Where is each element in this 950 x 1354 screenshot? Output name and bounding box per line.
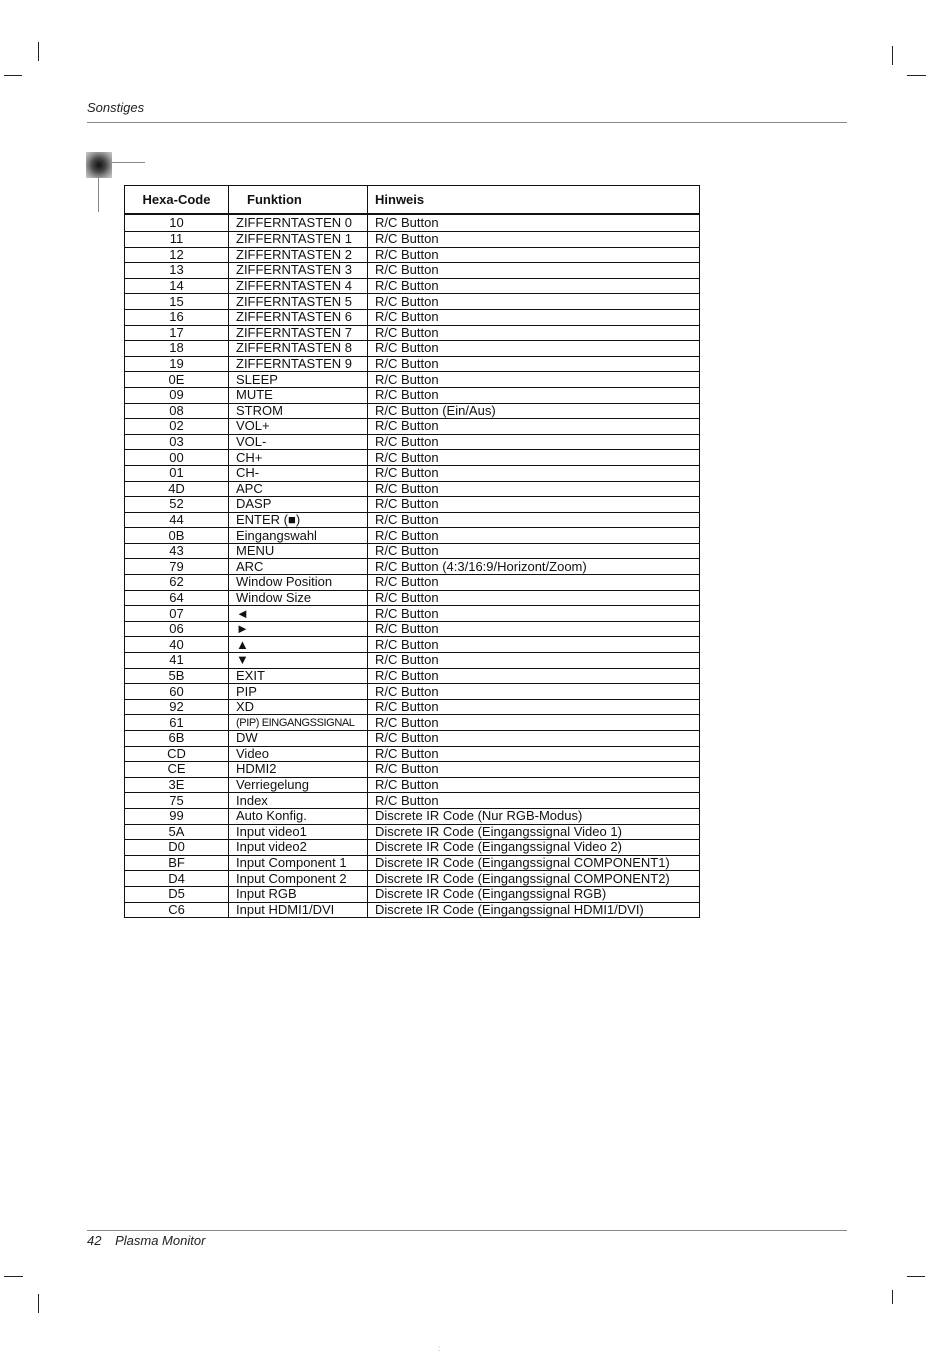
marker-line-horizontal (112, 162, 145, 163)
function-cell: HDMI2 (229, 762, 368, 778)
table-row (125, 840, 700, 856)
function-cell: EXIT (229, 668, 368, 684)
table-row (125, 590, 700, 606)
note-cell: R/C Button (368, 528, 700, 544)
code-cell: 17 (125, 325, 229, 341)
code-cell: 03 (125, 434, 229, 450)
ir-code-table (124, 185, 700, 918)
function-cell: DASP (229, 497, 368, 513)
footer-divider (87, 1230, 847, 1231)
code-cell: 18 (125, 341, 229, 357)
note-cell: R/C Button (368, 606, 700, 622)
header-divider (87, 122, 847, 123)
crop-mark-bottom-right-h (907, 1276, 925, 1277)
table-row (125, 528, 700, 544)
table-row (125, 434, 700, 450)
code-cell: 06 (125, 621, 229, 637)
page-number: 42 (87, 1233, 102, 1248)
note-cell: R/C Button (368, 590, 700, 606)
function-cell: APC (229, 481, 368, 497)
table-row (125, 403, 700, 419)
function-cell: Eingangswahl (229, 528, 368, 544)
code-cell: 60 (125, 684, 229, 700)
table-row (125, 606, 700, 622)
function-cell: CH+ (229, 450, 368, 466)
note-cell: R/C Button (368, 232, 700, 248)
table-row (125, 543, 700, 559)
code-cell: D0 (125, 840, 229, 856)
function-cell: ► (229, 621, 368, 637)
section-title: Sonstiges (87, 100, 145, 115)
note-cell: R/C Button (368, 341, 700, 357)
code-cell: 99 (125, 808, 229, 824)
table-row (125, 824, 700, 840)
note-cell: R/C Button (368, 309, 700, 325)
note-cell: R/C Button (368, 247, 700, 263)
table-row (125, 855, 700, 871)
code-cell: 14 (125, 278, 229, 294)
code-cell: 3E (125, 777, 229, 793)
table-row (125, 793, 700, 809)
table-row (125, 309, 700, 325)
table-header-row (125, 186, 700, 215)
code-cell: 16 (125, 309, 229, 325)
function-cell: Index (229, 793, 368, 809)
code-cell: CE (125, 762, 229, 778)
note-cell: R/C Button (368, 731, 700, 747)
crop-mark-top-right-h (907, 75, 926, 76)
table-row (125, 575, 700, 591)
print-mark: : (438, 1344, 441, 1353)
function-cell: Video (229, 746, 368, 762)
function-cell: ZIFFERNTASTEN 8 (229, 341, 368, 357)
code-cell: 44 (125, 512, 229, 528)
table-row (125, 668, 700, 684)
note-cell: R/C Button (368, 450, 700, 466)
note-cell: R/C Button (368, 387, 700, 403)
note-cell: R/C Button (368, 278, 700, 294)
note-cell: Discrete IR Code (Eingangssignal COMPONENT1) (368, 855, 700, 871)
code-cell: 13 (125, 263, 229, 279)
function-cell: Input RGB (229, 886, 368, 902)
crop-mark-bottom-right-v (892, 1290, 893, 1304)
function-cell: ▼ (229, 653, 368, 669)
code-cell: 15 (125, 294, 229, 310)
function-cell: ZIFFERNTASTEN 4 (229, 278, 368, 294)
code-cell: CD (125, 746, 229, 762)
table-row (125, 372, 700, 388)
code-cell: 41 (125, 653, 229, 669)
code-cell: 6B (125, 731, 229, 747)
note-cell: R/C Button (368, 668, 700, 684)
table-row (125, 777, 700, 793)
code-cell: 5B (125, 668, 229, 684)
code-cell: 43 (125, 543, 229, 559)
note-cell: R/C Button (368, 294, 700, 310)
code-cell: 52 (125, 497, 229, 513)
header-hexa-code: Hexa-Code (125, 186, 229, 215)
function-cell: Input Component 1 (229, 855, 368, 871)
code-cell: 4D (125, 481, 229, 497)
code-cell: 00 (125, 450, 229, 466)
note-cell: R/C Button (368, 465, 700, 481)
code-cell: 12 (125, 247, 229, 263)
code-cell: 11 (125, 232, 229, 248)
note-cell: R/C Button (368, 497, 700, 513)
crop-mark-bottom-left-h (4, 1276, 23, 1277)
note-cell: R/C Button (4:3/16:9/Horizont/Zoom) (368, 559, 700, 575)
function-cell: Input video1 (229, 824, 368, 840)
note-cell: Discrete IR Code (Eingangssignal Video 2) (368, 840, 700, 856)
function-cell: ▲ (229, 637, 368, 653)
table-row (125, 450, 700, 466)
note-cell: R/C Button (368, 699, 700, 715)
table-row (125, 762, 700, 778)
function-cell: Auto Konfig. (229, 808, 368, 824)
function-cell: MENU (229, 543, 368, 559)
note-cell: R/C Button (368, 637, 700, 653)
code-cell: 01 (125, 465, 229, 481)
code-cell: 75 (125, 793, 229, 809)
note-cell: R/C Button (368, 777, 700, 793)
note-cell: R/C Button (368, 746, 700, 762)
header-funktion: Funktion (229, 186, 368, 215)
table-row (125, 481, 700, 497)
function-cell: ZIFFERNTASTEN 6 (229, 309, 368, 325)
table-row (125, 746, 700, 762)
table-row (125, 653, 700, 669)
function-cell: (PIP) EINGANGSSIGNAL (229, 715, 368, 731)
code-cell: C6 (125, 902, 229, 918)
header-hinweis: Hinweis (368, 186, 700, 215)
note-cell: Discrete IR Code (Eingangssignal Video 1) (368, 824, 700, 840)
code-cell: 5A (125, 824, 229, 840)
note-cell: R/C Button (368, 481, 700, 497)
marker-line-vertical (98, 178, 99, 212)
note-cell: R/C Button (368, 434, 700, 450)
note-cell: R/C Button (368, 793, 700, 809)
section-marker-icon (86, 152, 112, 178)
note-cell: R/C Button (368, 684, 700, 700)
code-cell: D5 (125, 886, 229, 902)
code-cell: 61 (125, 715, 229, 731)
table-row (125, 232, 700, 248)
note-cell: R/C Button (368, 419, 700, 435)
table-row (125, 247, 700, 263)
code-cell: 07 (125, 606, 229, 622)
code-cell: 02 (125, 419, 229, 435)
table-row (125, 699, 700, 715)
table-row (125, 731, 700, 747)
note-cell: R/C Button (368, 543, 700, 559)
table-row (125, 278, 700, 294)
note-cell: R/C Button (368, 214, 700, 232)
function-cell: ZIFFERNTASTEN 1 (229, 232, 368, 248)
table-body (125, 214, 700, 918)
table-row (125, 214, 700, 232)
table-row (125, 341, 700, 357)
function-cell: XD (229, 699, 368, 715)
function-cell: Verriegelung (229, 777, 368, 793)
note-cell: R/C Button (368, 715, 700, 731)
table-row (125, 902, 700, 918)
function-cell: ZIFFERNTASTEN 2 (229, 247, 368, 263)
function-cell: ◄ (229, 606, 368, 622)
code-cell: 09 (125, 387, 229, 403)
code-cell: 64 (125, 590, 229, 606)
table-row (125, 808, 700, 824)
function-cell: PIP (229, 684, 368, 700)
footer-title: Plasma Monitor (115, 1233, 206, 1248)
code-cell: 62 (125, 575, 229, 591)
code-cell: 08 (125, 403, 229, 419)
table-row (125, 325, 700, 341)
note-cell: R/C Button (368, 512, 700, 528)
function-cell: Input video2 (229, 840, 368, 856)
function-cell: STROM (229, 403, 368, 419)
crop-mark-top-right-v (892, 46, 893, 65)
code-cell: D4 (125, 871, 229, 887)
note-cell: R/C Button (368, 372, 700, 388)
function-cell: SLEEP (229, 372, 368, 388)
crop-mark-bottom-left-v (38, 1294, 39, 1313)
note-cell: R/C Button (368, 575, 700, 591)
function-cell: ZIFFERNTASTEN 3 (229, 263, 368, 279)
table-row (125, 294, 700, 310)
note-cell: R/C Button (368, 356, 700, 372)
note-cell: R/C Button (368, 621, 700, 637)
code-cell: 79 (125, 559, 229, 575)
function-cell: VOL+ (229, 419, 368, 435)
note-cell: R/C Button (368, 325, 700, 341)
function-cell: ZIFFERNTASTEN 5 (229, 294, 368, 310)
table-row (125, 356, 700, 372)
code-cell: 0E (125, 372, 229, 388)
table-row (125, 465, 700, 481)
function-cell: MUTE (229, 387, 368, 403)
crop-mark-top-left-h (4, 75, 22, 76)
function-cell: DW (229, 731, 368, 747)
table-row (125, 263, 700, 279)
table-row (125, 715, 700, 731)
crop-mark-top-left-v (38, 42, 39, 61)
function-cell: VOL- (229, 434, 368, 450)
code-cell: 19 (125, 356, 229, 372)
code-cell: 40 (125, 637, 229, 653)
code-cell: 0B (125, 528, 229, 544)
function-cell: ZIFFERNTASTEN 7 (229, 325, 368, 341)
table-row (125, 871, 700, 887)
table-row (125, 387, 700, 403)
table-row (125, 684, 700, 700)
function-cell: ZIFFERNTASTEN 9 (229, 356, 368, 372)
function-cell: Input Component 2 (229, 871, 368, 887)
function-cell: ZIFFERNTASTEN 0 (229, 214, 368, 232)
code-cell: 92 (125, 699, 229, 715)
table-row (125, 886, 700, 902)
note-cell: R/C Button (368, 653, 700, 669)
table-row (125, 419, 700, 435)
table-row (125, 559, 700, 575)
table-row (125, 621, 700, 637)
function-cell: ENTER (■) (229, 512, 368, 528)
note-cell: R/C Button (Ein/Aus) (368, 403, 700, 419)
note-cell: R/C Button (368, 263, 700, 279)
function-cell: ARC (229, 559, 368, 575)
code-cell: BF (125, 855, 229, 871)
note-cell: Discrete IR Code (Eingangssignal RGB) (368, 886, 700, 902)
function-cell: Window Position (229, 575, 368, 591)
code-cell: 10 (125, 214, 229, 232)
page-footer (87, 1233, 205, 1248)
table-row (125, 497, 700, 513)
function-cell: Window Size (229, 590, 368, 606)
table-row (125, 637, 700, 653)
note-cell: R/C Button (368, 762, 700, 778)
note-cell: Discrete IR Code (Eingangssignal COMPONENT2) (368, 871, 700, 887)
note-cell: Discrete IR Code (Nur RGB-Modus) (368, 808, 700, 824)
note-cell: Discrete IR Code (Eingangssignal HDMI1/DVI) (368, 902, 700, 918)
table-row (125, 512, 700, 528)
function-cell: CH- (229, 465, 368, 481)
function-cell: Input HDMI1/DVI (229, 902, 368, 918)
